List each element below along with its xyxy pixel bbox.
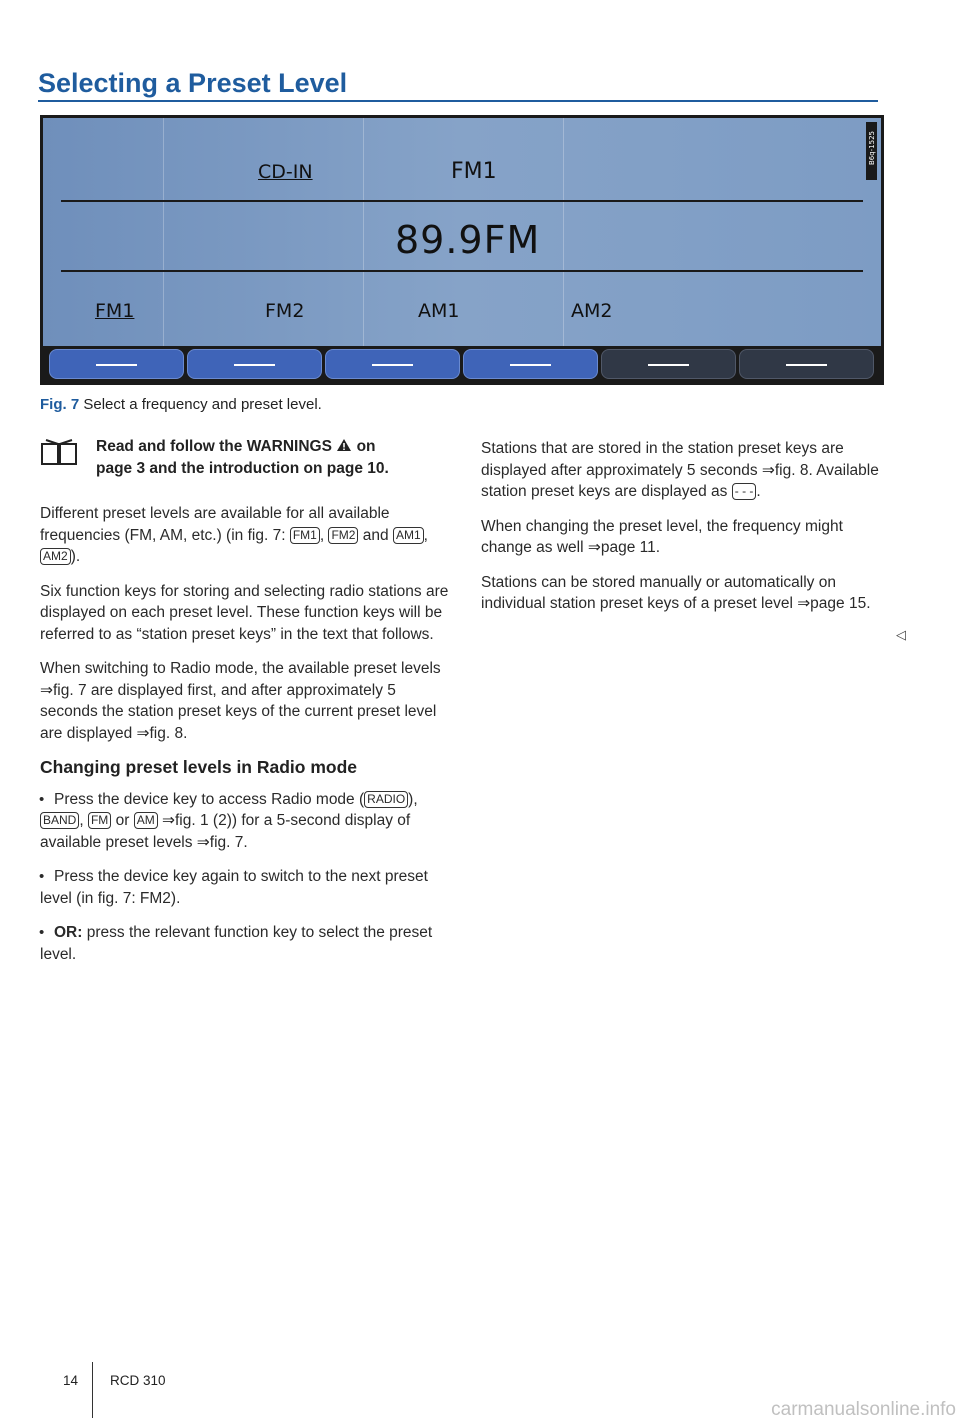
paragraph-frequency-change: When changing the preset level, the frequency might change as well ⇒page 11. <box>481 517 843 556</box>
title-rule <box>38 100 878 102</box>
figure-caption: Fig. 7 Select a frequency and preset level. <box>40 396 322 413</box>
function-key-3[interactable] <box>325 349 460 379</box>
warning-icon <box>336 438 352 452</box>
section-end-icon: ◁ <box>896 627 906 642</box>
page-number: 14 <box>63 1373 79 1388</box>
level-fm1: FM1 <box>95 300 135 322</box>
footer-model: RCD 310 <box>110 1373 166 1388</box>
level-am1: AM1 <box>418 300 460 322</box>
function-key-1[interactable] <box>49 349 184 379</box>
frequency-display: 89.9FM <box>395 218 541 262</box>
bullet-3: • OR: press the relevant function key to select the preset level. <box>40 922 450 965</box>
book-icon <box>40 438 78 466</box>
function-keys-row <box>43 346 881 382</box>
function-key-5[interactable] <box>601 349 736 379</box>
watermark: carmanualsonline.info <box>771 1399 956 1420</box>
radio-display-figure <box>40 115 884 385</box>
figure-tag: B6q-1525 <box>866 122 877 180</box>
source-label: CD-IN <box>258 161 313 183</box>
left-column <box>40 503 450 978</box>
function-key-6[interactable] <box>739 349 874 379</box>
bullet-1: • Press the device key to access Radio mode ( RADIO ), BAND , FM or AM ⇒fig. 1 (2)) for a 5-second display of available preset levels ⇒fig. 7. <box>40 789 450 854</box>
paragraph-levels: Different preset levels are available for all available frequencies (FM, AM, etc.) (in fig. 7: FM1 , FM2 and AM1 , AM2 ). <box>40 505 428 565</box>
bullet-2: • Press the device key again to switch to the next preset level (in fig. 7: FM2). <box>40 866 450 909</box>
level-fm2: FM2 <box>265 300 305 322</box>
section-heading: Changing preset levels in Radio mode <box>40 757 358 777</box>
page-title: Selecting a Preset Level <box>38 68 348 98</box>
function-key-2[interactable] <box>187 349 322 379</box>
paragraph-store-manually: Stations can be stored manually or automatically on individual station preset keys of a preset level ⇒page 15. <box>481 573 871 612</box>
right-column <box>481 438 881 628</box>
footer-divider <box>92 1362 93 1418</box>
warning-note: Read and follow the WARNINGS on page 3 and the introduction on page 10. <box>96 438 389 477</box>
function-key-4[interactable] <box>463 349 598 379</box>
paragraph-stored-stations: Stations that are stored in the station preset keys are displayed after approximately 5 seconds ⇒fig. 8. Available station preset keys are displayed as - - - . <box>481 440 879 500</box>
paragraph-radio-mode: When switching to Radio mode, the available preset levels ⇒fig. 7 are displayed first, and after approximately 5 seconds the station preset keys of the current preset level are displayed ⇒fig. 8. <box>40 660 441 742</box>
paragraph-function-keys: Six function keys for storing and selecting radio stations are displayed on each preset level. These function keys will be referred to as “station preset keys” in the text that follows. <box>40 582 449 643</box>
level-am2: AM2 <box>571 300 613 322</box>
band-label: FM1 <box>451 159 497 184</box>
